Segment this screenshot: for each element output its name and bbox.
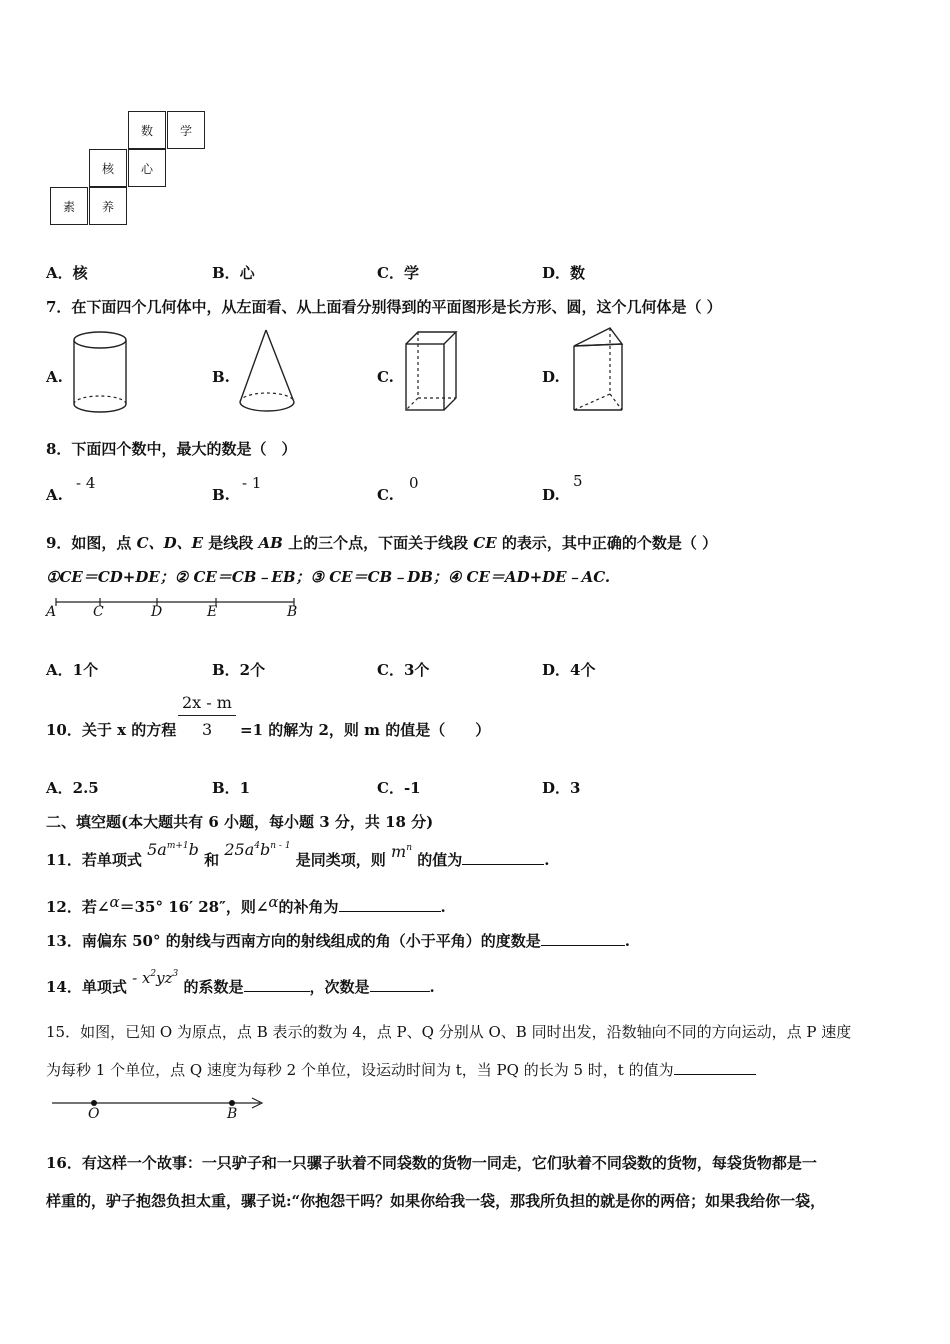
q8-label-d: D. [542,486,560,504]
net-cell: 核 [89,149,127,187]
q11-prefix: 11．若单项式 [46,851,142,869]
section-heading: 二、填空题(本大题共有 6 小题，每小题 3 分，共 18 分) [46,813,434,831]
q14-mid2: ，次数是 [309,978,370,996]
q16-line-1: 16．有这样一个故事：一只驴子和一只骡子驮着不同袋数的货物一同走，它们驮着不同袋数的货物，每袋货物都是一 [46,1154,817,1172]
q9-option-b: B．2个 [212,661,266,679]
fraction-bar [178,715,236,716]
q14-line: 14．单项式 - $x^2yz^3$ 的系数是 ，次数是 . [46,969,435,996]
q6-option-b: B．心 [212,264,255,282]
q6-option-a: A．核 [46,264,88,282]
q9-option-d: D．4个 [542,661,596,679]
q8-value-b: - 1 [242,474,262,492]
q12-mid: ＝35° 16′ 28″，则∠ [119,898,269,916]
q13-line: 13．南偏东 50° 的射线与西南方向的射线组成的角（小于平角）的度数是 . [46,932,630,950]
q11-mid: 和 [204,851,220,869]
monomial-part: b [188,840,199,859]
point-label-d: D [151,604,163,620]
alpha-symbol: α [268,893,279,911]
q10-option-d: D．3 [542,779,581,797]
net-cell: 数 [128,111,166,149]
answer-blank[interactable] [339,897,441,912]
q12-prefix: 12．若∠ [46,898,110,916]
monomial-1 [147,840,199,859]
answer-blank[interactable] [244,977,310,992]
net-cell: 养 [89,187,127,225]
q7-label-c: C. [377,368,394,386]
monomial-part: b [260,840,271,859]
q9-stem-part: 的表示，其中正确的个数是（ ） [496,534,718,552]
q15-line-1: 15．如图，已知 O 为原点，点 B 表示的数为 4，点 P、Q 分别从 O、B 同时出发，沿数轴向不同的方向运动，点 P 速度 [46,1023,852,1041]
monomial-part: 5a [147,840,167,859]
q10-option-b: B．1 [212,779,251,797]
point-label-b: B [227,1106,238,1122]
q8-value-d: 5 [573,472,583,490]
cuboid-figure [398,326,468,418]
q8-label-a: A. [46,486,63,504]
q9-stem-part: 上的三个点，下面关于线段 [282,534,474,552]
exponent: m+1 [166,841,189,851]
q10-suffix: =1 的解为 2，则 m 的值是（ ） [240,721,491,739]
q8-value-a: - 4 [76,474,96,492]
q15-text: 为每秒 1 个单位，点 Q 速度为每秒 2 个单位，设运动时间为 t，当 PQ 的长为 5 时，t 的值为 [46,1061,674,1079]
q13-text: 13．南偏东 50° 的射线与西南方向的射线组成的角（小于平角）的度数是 [46,932,541,950]
cone-figure [232,326,302,418]
point-label-c: C [93,604,104,620]
q9-stem-part: 9．如图，点 [46,534,137,552]
q11-suffix: 的值为 [417,851,463,869]
answer-blank[interactable] [541,931,625,946]
exponent: 3 [172,969,179,979]
monomial-part: 25a [224,840,255,859]
monomial-part: - x [132,969,151,987]
q7-label-b: B. [212,368,230,386]
triangular-prism-figure [564,324,634,416]
q8-label-c: C. [377,486,394,504]
answer-blank[interactable] [674,1060,756,1075]
q9-stem-part: CE [473,534,497,552]
q14-prefix: 14．单项式 [46,978,127,996]
q10-denominator: 3 [202,720,213,739]
q9-option-c: C．3个 [377,661,430,679]
point-label-a: A [46,604,57,620]
q16-line-2: 样重的，驴子抱怨负担太重，骡子说:“你抱怨干吗？如果你给我一袋，那我所负担的就是你的两倍；如果我给你一袋， [46,1192,826,1210]
q10-option-c: C．-1 [377,779,421,797]
q12-suffix: 的补角为 [278,898,339,916]
point-label-e: E [207,604,218,620]
exponent: n [406,843,413,853]
q9-option-a: A．1个 [46,661,99,679]
exponent: 4 [254,841,261,851]
answer-blank[interactable] [462,850,544,865]
q9-statements: ①CE＝CD+DE；② CE＝CB﹣EB；③ CE＝CB﹣DB；④ CE＝AD+DE﹣AC. [46,568,611,586]
q10-numerator: 2x - m [182,693,232,712]
q11-line: 11．若单项式 $5a^{m+1}b$ 和 $25a^4b^{n - 1}$ 是同类项，则 $m^n$ 的值为 . [46,840,550,869]
q8-value-c: 0 [409,474,419,492]
net-cell: 素 [50,187,88,225]
q9-stem-part: 是线段 [203,534,259,552]
exponent: 2 [150,969,157,979]
alpha-symbol: α [109,893,120,911]
point-label-o: O [88,1106,100,1122]
q9-stem-part: AB [258,534,283,552]
q9-stem [46,532,717,553]
q10-option-a: A．2.5 [46,779,99,797]
q9-stem-part: C、D、E [136,534,204,552]
monomial-part: yz [156,969,173,987]
q6-option-c: C．学 [377,264,419,282]
q7-stem: 7．在下面四个几何体中，从左面看、从上面看分别得到的平面图形是长方形、圆，这个几何体是（ ） [46,298,722,316]
q14-mid: 的系数是 [183,978,244,996]
net-cell: 心 [128,149,166,187]
cylinder-figure [66,326,136,418]
power-m-n [391,842,412,861]
monomial-expression [132,969,178,987]
monomial-part: m [391,842,407,861]
q7-label-d: D. [542,368,560,386]
q7-label-a: A. [46,368,63,386]
q15-line-2 [46,1059,756,1080]
net-cell: 学 [167,111,205,149]
q10-prefix: 10．关于 x 的方程 [46,721,177,739]
monomial-2 [224,840,290,859]
point-label-b: B [287,604,298,620]
q8-label-b: B. [212,486,230,504]
exponent: n - 1 [270,841,291,851]
q8-stem: 8．下面四个数中，最大的数是（ ） [46,440,297,458]
q9-segment-figure [44,596,306,622]
q11-after: 是同类项，则 [295,851,386,869]
q12-line: 12．若∠α＝35° 16′ 28″，则∠α的补角为 . [46,893,446,916]
q6-option-d: D．数 [542,264,586,282]
answer-blank[interactable] [370,977,430,992]
